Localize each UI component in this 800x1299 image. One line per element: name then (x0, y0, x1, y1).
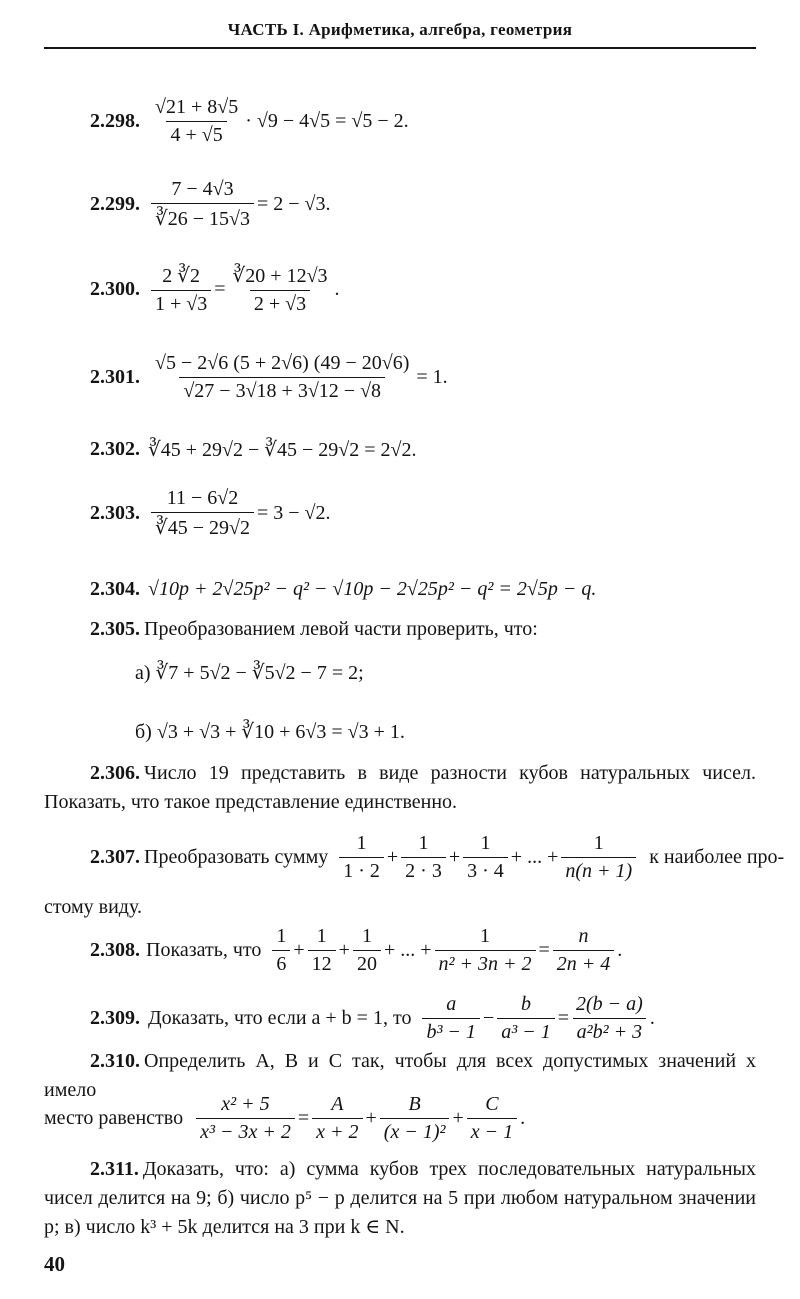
problem-2-304 (90, 578, 596, 601)
numerator: 1 (418, 832, 429, 854)
denominator: 1 · 2 (339, 857, 384, 883)
problem-2-308 (90, 925, 622, 976)
problem-text: Число 19 представить в виде разности кубов натуральных чисел. Показать, что такое представление единственно. (44, 762, 756, 813)
numerator: C (485, 1093, 499, 1115)
denominator: 1 + √3 (151, 290, 211, 316)
numerator: 1 (480, 925, 491, 947)
expression: √10p + 2√25p² − q² − √10p − 2√25p² − q² = 2√5p − q. (148, 578, 597, 600)
numerator: A (331, 1093, 344, 1115)
term-2 (308, 925, 336, 976)
denominator: 4 + √5 (166, 121, 226, 147)
minus-sign: − (482, 1007, 495, 1029)
denominator: a³ − 1 (497, 1018, 555, 1044)
problem-number: 2.302. (90, 438, 140, 460)
denominator: x³ − 3x + 2 (196, 1118, 295, 1144)
problem-text: Показать, что (146, 939, 262, 961)
term-n (561, 832, 636, 883)
numerator: b (520, 993, 531, 1015)
problem-2-299 (90, 178, 331, 231)
result (553, 925, 615, 976)
running-header: ЧАСТЬ I. Арифметика, алгебра, геометрия (227, 20, 573, 39)
plus-sign: + (452, 1107, 464, 1129)
ellipsis: + ... + (383, 939, 432, 961)
numerator: 1 (276, 925, 287, 947)
expression-rest: = 3 − √2. (257, 502, 331, 524)
numerator: 1 (480, 832, 491, 854)
period: . (520, 1107, 526, 1129)
problem-number: 2.308. (90, 939, 140, 961)
expression: ∛7 + 5√2 − ∛5√2 − 7 = 2; (155, 662, 364, 684)
denominator: 2 + √3 (250, 290, 310, 316)
fraction-b (380, 1093, 450, 1144)
denominator: ∛26 − 15√3 (151, 203, 254, 231)
numerator: √21 + 8√5 (155, 96, 239, 118)
term-3 (463, 832, 508, 883)
period: . (334, 278, 340, 300)
fraction (151, 96, 242, 147)
problem-number: 2.311. (90, 1158, 139, 1180)
expression-rest: · √9 − 4√5 = √5 − 2. (245, 110, 409, 132)
problem-2-305 (90, 615, 756, 644)
denominator: 12 (308, 950, 336, 976)
term-2 (401, 832, 446, 883)
denominator: (x − 1)² (380, 1118, 450, 1144)
fraction-c (467, 1093, 517, 1144)
fraction (151, 178, 254, 231)
term-n (435, 925, 536, 976)
denominator: √27 − 3√18 + 3√12 − √8 (179, 377, 385, 403)
denominator: 6 (272, 950, 290, 976)
expression: √3 + √3 + ∛10 + 6√3 = √3 + 1. (156, 721, 405, 743)
numerator: √5 − 2√6 (5 + 2√6) (49 − 20√6) (155, 352, 410, 374)
fraction-2 (497, 993, 555, 1044)
numerator: 1 (361, 925, 372, 947)
denominator: n² + 3n + 2 (435, 950, 536, 976)
denominator: a²b² + 3 (573, 1018, 647, 1044)
result (572, 993, 647, 1044)
problem-2-309 (90, 993, 655, 1044)
header-rule (44, 47, 756, 49)
numerator: 11 − 6√2 (166, 487, 239, 509)
problem-number: 2.309. (90, 1007, 140, 1029)
problem-text: Определить A, B и C так, чтобы для всех допустимых значений x имело (44, 1050, 756, 1101)
numerator: 1 (593, 832, 604, 854)
problem-number: 2.299. (90, 193, 140, 215)
problem-text-tail: к наиболее про- (649, 846, 785, 868)
page-number: 40 (44, 1252, 65, 1276)
plus-sign: + (448, 846, 461, 868)
plus-sign: + (365, 1107, 377, 1129)
expression-rest: = 1. (416, 366, 448, 388)
fraction-left (151, 263, 211, 316)
equals-sign: = (557, 1007, 569, 1029)
problem-text: Доказать, что: а) сумма кубов трех последовательных натуральных чисел делится на 9; б) число p⁵ − p делится на 5 при любом натуральном значении p; в) число k³ + 5k делится на 3 при k ∈ N. (44, 1158, 756, 1238)
denominator: x + 2 (312, 1118, 362, 1144)
problem-2-307 (90, 832, 784, 883)
denominator: 2 · 3 (401, 857, 446, 883)
plus-sign: + (338, 939, 350, 961)
expression-rest: = 2 − √3. (257, 193, 331, 215)
item-label: а) (135, 662, 151, 684)
plus-sign: + (386, 846, 399, 868)
problem-number: 2.304. (90, 578, 140, 600)
problem-number: 2.301. (90, 366, 140, 388)
numerator: 2(b − a) (576, 993, 643, 1015)
problem-2-298 (90, 96, 409, 147)
numerator: a (446, 993, 457, 1015)
problem-text: Преобразованием левой части проверить, что: (144, 618, 538, 640)
denominator: 2n + 4 (553, 950, 615, 976)
numerator: n (578, 925, 589, 947)
problem-text: место равенство (44, 1107, 184, 1129)
fraction-right (229, 263, 332, 316)
numerator: x² + 5 (221, 1093, 270, 1115)
equals-sign: = (214, 278, 226, 300)
fraction-1 (422, 993, 480, 1044)
period: . (649, 1007, 655, 1029)
numerator: 7 − 4√3 (171, 178, 234, 200)
problem-2-301 (90, 352, 448, 403)
plus-sign: + (293, 939, 305, 961)
problem-number: 2.303. (90, 502, 140, 524)
problem-text: Доказать, что если a + b = 1, то (148, 1007, 412, 1029)
numerator: 2 ∛2 (162, 265, 200, 287)
expression: ∛45 + 29√2 − ∛45 − 29√2 = 2√2. (148, 439, 417, 461)
problem-2-303 (90, 487, 331, 540)
problem-2-300 (90, 263, 340, 316)
equals-sign: = (297, 1107, 310, 1129)
period: . (617, 939, 623, 961)
problem-number: 2.306. (90, 762, 140, 784)
ellipsis: + ... + (510, 846, 559, 868)
numerator: 1 (316, 925, 327, 947)
numerator: 1 (356, 832, 367, 854)
term-1 (272, 925, 290, 976)
denominator: ∛45 − 29√2 (151, 512, 254, 540)
problem-number: 2.310. (90, 1050, 140, 1072)
equals-sign: = (538, 939, 550, 961)
problem-number: 2.307. (90, 846, 140, 868)
problem-text: Преобразовать сумму (144, 846, 329, 868)
fraction (151, 487, 254, 540)
denominator: 20 (353, 950, 381, 976)
problem-2-310-equation (44, 1093, 525, 1144)
term-3 (353, 925, 381, 976)
problem-number: 2.298. (90, 110, 140, 132)
problem-2-307-wrap: стому виду. (44, 896, 142, 918)
problem-number: 2.300. (90, 278, 140, 300)
fraction (151, 352, 413, 403)
denominator: b³ − 1 (422, 1018, 480, 1044)
item-label: б) (135, 721, 152, 743)
problem-number: 2.305. (90, 618, 140, 640)
fraction-lhs (196, 1093, 295, 1144)
fraction-a (312, 1093, 362, 1144)
denominator: x − 1 (467, 1118, 517, 1144)
problem-2-306 (44, 759, 756, 817)
denominator: n(n + 1) (561, 857, 636, 883)
problem-2-305-a (135, 660, 364, 685)
numerator: B (408, 1093, 421, 1115)
problem-2-302 (90, 437, 417, 462)
numerator: ∛20 + 12√3 (232, 265, 328, 287)
denominator: 3 · 4 (463, 857, 508, 883)
problem-2-305-b (135, 719, 405, 744)
problem-2-311 (44, 1155, 756, 1242)
term-1 (339, 832, 384, 883)
